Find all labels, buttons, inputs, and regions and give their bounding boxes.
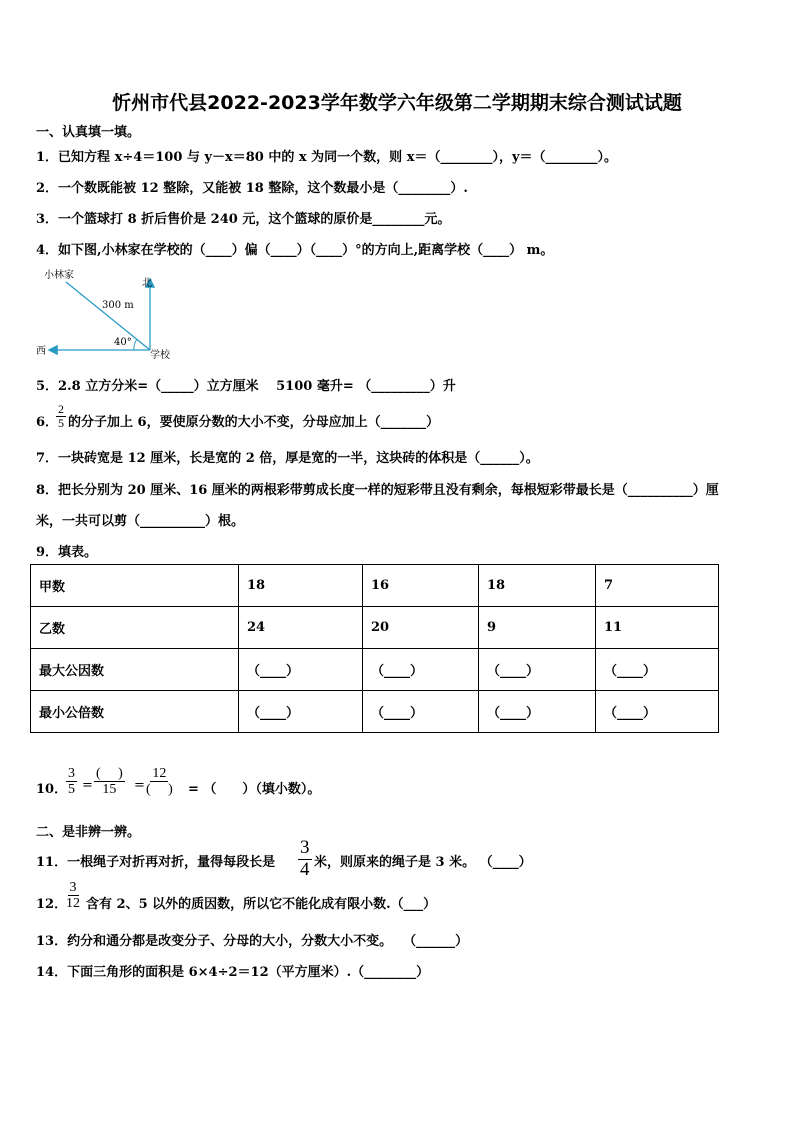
question-3: 3．一个篮球打 8 折后售价是 240 元，这个篮球的原价是________元。 bbox=[36, 212, 451, 227]
label-home: 小林家 bbox=[44, 270, 74, 281]
question-4: 4．如下图,小林家在学校的（____）偏（____）（____）°的方向上,距离学校（____） m。 bbox=[36, 243, 554, 258]
table-cell: 16 bbox=[363, 565, 479, 607]
fraction-3-5 bbox=[66, 766, 77, 798]
table-row bbox=[31, 607, 719, 649]
table-cell: （____） bbox=[363, 691, 479, 733]
table-cell: （____） bbox=[363, 649, 479, 691]
numerator: 12 bbox=[152, 766, 167, 781]
section-heading-2: 二、是非辨一辨。 bbox=[36, 825, 141, 840]
question-6-number: 6． bbox=[36, 415, 59, 430]
question-12-text: 含有 2、5 以外的质因数，所以它不能化成有限小数.（___） bbox=[86, 897, 437, 912]
denominator: 12 bbox=[66, 896, 80, 912]
numerator: 3 bbox=[68, 766, 75, 781]
table-cell: 9 bbox=[479, 607, 596, 649]
angle-arc bbox=[134, 339, 137, 350]
label-angle: 40° bbox=[114, 337, 132, 348]
section-heading-1: 一、认真填一填。 bbox=[36, 125, 141, 140]
table-cell: （____） bbox=[596, 649, 719, 691]
denominator: 4 bbox=[300, 858, 310, 880]
table-cell: 11 bbox=[596, 607, 719, 649]
fraction-blank-15 bbox=[94, 766, 125, 798]
fraction-12-blank bbox=[146, 766, 173, 798]
table-cell: （____） bbox=[239, 691, 363, 733]
row-header-cell: 甲数 bbox=[31, 565, 239, 607]
table-cell: 24 bbox=[239, 607, 363, 649]
label-north: 北 bbox=[142, 278, 152, 289]
label-distance: 300 m bbox=[102, 300, 134, 311]
direction-diagram bbox=[30, 268, 190, 363]
table-cell: （____） bbox=[596, 691, 719, 733]
row-header-cell: 乙数 bbox=[31, 607, 239, 649]
fraction-3-12 bbox=[66, 880, 80, 912]
question-11-b: 米，则原来的绳子是 3 米。 （____） bbox=[314, 855, 532, 870]
question-10-number: 10． bbox=[36, 782, 68, 797]
fraction-2-5 bbox=[56, 403, 66, 430]
question-7: 7．一块砖宽是 12 厘米，长是宽的 2 倍，厚是宽的一半，这块砖的体积是（______）。 bbox=[36, 451, 539, 466]
direction-line bbox=[66, 282, 150, 350]
table-row bbox=[31, 649, 719, 691]
question-10-tail: = （ ）（填小数）。 bbox=[188, 782, 321, 797]
table-cell: （____） bbox=[239, 649, 363, 691]
table-cell: （____） bbox=[479, 649, 596, 691]
fraction-3-4 bbox=[298, 838, 312, 881]
label-west: 西 bbox=[36, 346, 46, 357]
row-header-cell: 最小公倍数 bbox=[31, 691, 239, 733]
question-13: 13．约分和通分都是改变分子、分母的大小，分数大小不变。 （______） bbox=[36, 934, 469, 949]
question-8-cont: 米，一共可以剪（__________）根。 bbox=[36, 514, 245, 529]
row-header-cell: 最大公因数 bbox=[31, 649, 239, 691]
denominator: 15 bbox=[102, 782, 117, 798]
question-8: 8．把长分别为 20 厘米、16 厘米的两根彩带剪成长度一样的短彩带且没有剩余，每根短彩带最长是（__________）厘 bbox=[36, 483, 719, 498]
question-11-a: 11．一根绳子对折再对折，量得每段长是 bbox=[36, 855, 276, 870]
table-cell: 18 bbox=[239, 565, 363, 607]
numerator: 2 bbox=[58, 402, 64, 416]
question-6-text: 的分子加上 6，要使原分数的大小不变，分母应加上（_______） bbox=[68, 415, 440, 430]
label-school: 学校 bbox=[150, 350, 170, 361]
question-2: 2．一个数既能被 12 整除，又能被 18 整除，这个数最小是（________）. bbox=[36, 181, 468, 196]
denominator: 5 bbox=[68, 782, 75, 798]
table-cell: （____） bbox=[479, 691, 596, 733]
page-title: 忻州市代县2022-2023学年数学六年级第二学期期末综合测试试题 bbox=[112, 92, 682, 114]
question-1: 1．已知方程 x÷4＝100 与 y－x＝80 中的 x 为同一个数，则 x＝（________），y＝（________）。 bbox=[36, 150, 618, 165]
fill-table bbox=[30, 564, 719, 733]
question-9: 9．填表。 bbox=[36, 545, 98, 560]
equals-sign: = bbox=[134, 778, 145, 793]
question-12-number: 12． bbox=[36, 897, 68, 912]
table-row bbox=[31, 565, 719, 607]
table-cell: 20 bbox=[363, 607, 479, 649]
numerator: 3 bbox=[300, 837, 310, 858]
equals-sign: = bbox=[82, 778, 93, 793]
numerator: ( ) bbox=[96, 766, 123, 781]
numerator: 3 bbox=[69, 880, 77, 895]
question-5: 5．2.8 立方分米=（_____）立方厘米 5100 毫升= （_________）升 bbox=[36, 379, 456, 394]
table-row bbox=[31, 691, 719, 733]
table-cell: 18 bbox=[479, 565, 596, 607]
table-cell: 7 bbox=[596, 565, 719, 607]
denominator: ( ) bbox=[146, 782, 173, 798]
question-14: 14．下面三角形的面积是 6×4÷2＝12（平方厘米）.（________） bbox=[36, 965, 430, 980]
denominator: 5 bbox=[58, 416, 64, 431]
